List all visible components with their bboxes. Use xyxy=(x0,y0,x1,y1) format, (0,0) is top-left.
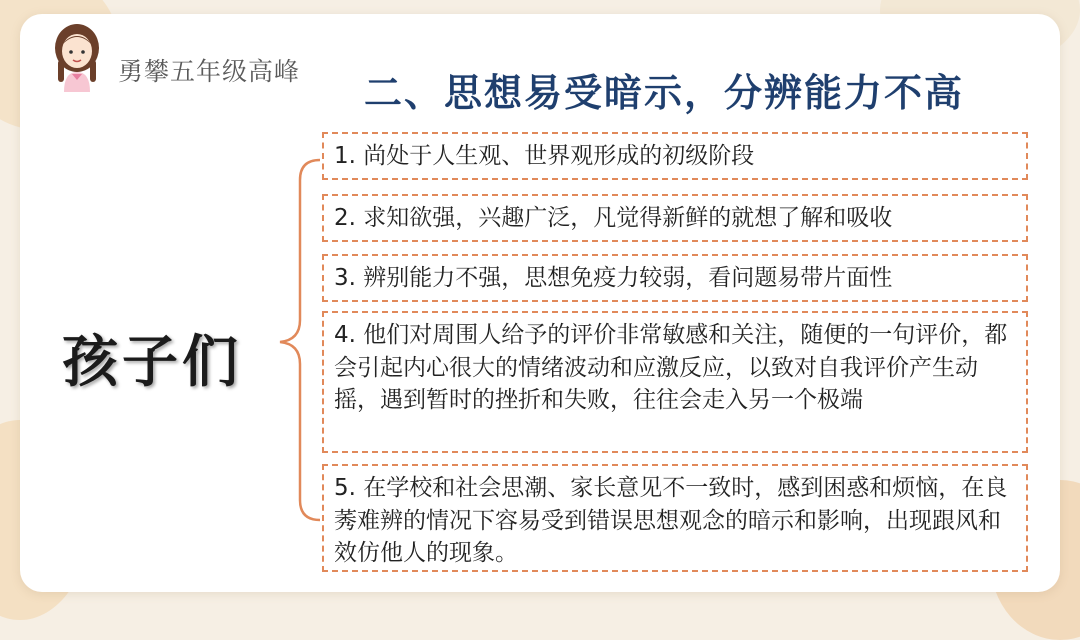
bracket-connector xyxy=(270,150,330,530)
author-label: 勇攀五年级高峰 xyxy=(118,57,301,86)
avatar xyxy=(50,22,104,92)
list-item: 5. 在学校和社会思潮、家长意见不一致时，感到困惑和烦恼，在良莠难辨的情况下容易受到错误思想观念的暗示和影响，出现跟风和效仿他人的现象。 xyxy=(322,464,1028,572)
list-item: 1. 尚处于人生观、世界观形成的初级阶段 xyxy=(322,132,1028,180)
list-item: 3. 辨别能力不强，思想免疫力较弱，看问题易带片面性 xyxy=(322,254,1028,302)
subject-heading: 孩子们 xyxy=(62,330,242,395)
list-item: 2. 求知欲强，兴趣广泛，凡觉得新鲜的就想了解和吸收 xyxy=(322,194,1028,242)
page-title: 二、思想易受暗示，分辨能力不高 xyxy=(364,71,965,115)
list-item: 4. 他们对周围人给予的评价非常敏感和关注，随便的一句评价，都会引起内心很大的情绪波动和应激反应，以致对自我评价产生动摇，遇到暂时的挫折和失败，往往会走入另一个极端 xyxy=(322,311,1028,453)
